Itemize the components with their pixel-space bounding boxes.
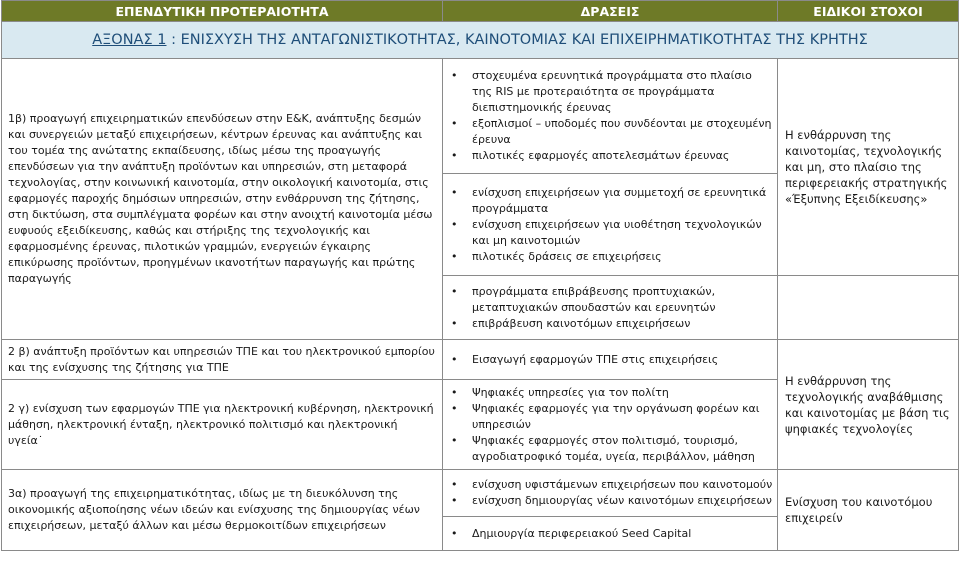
table-row bbox=[2, 470, 959, 517]
action-list bbox=[443, 185, 777, 265]
action-item: • ενίσχυση δημιουργίας νέων καινοτόμων επιχειρήσεων bbox=[451, 493, 773, 509]
action-item: • ενίσχυση επιχειρήσεων για συμμετοχή σε ερευνητικά προγράμματα bbox=[451, 185, 773, 217]
action-item: • πιλοτικές εφαρμογές αποτελεσμάτων έρευνας bbox=[451, 148, 773, 164]
actions-group-2 bbox=[443, 174, 778, 276]
action-list bbox=[443, 526, 777, 542]
specific-goal-3: Ενίσχυση του καινοτόμου επιχειρείν bbox=[778, 470, 959, 551]
priority-2c: 2 γ) ενίσχυση των εφαρμογών ΤΠΕ για ηλεκτρονική κυβέρνηση, ηλεκτρονική μάθηση, ηλεκτρονική ένταξη, ηλεκτρονικό πολιτισμό και ηλεκτρονική υγεία˙ bbox=[2, 380, 443, 470]
actions-group-5 bbox=[443, 380, 778, 470]
action-item: • εξοπλισμοί – υποδομές που συνδέονται με στοχευμένη έρευνα bbox=[451, 116, 773, 148]
action-list bbox=[443, 68, 777, 164]
action-list bbox=[443, 352, 777, 368]
table-row bbox=[2, 340, 959, 380]
action-item: • Ψηφιακές εφαρμογές στον πολιτισμό, τουρισμό, αγροδιατροφικό τομέα, υγεία, περιβάλλον, μάθηση bbox=[451, 433, 773, 465]
header-actions: ΔΡΑΣΕΙΣ bbox=[443, 1, 778, 22]
empty-goal-cell bbox=[778, 276, 959, 340]
specific-goal-1: Η ενθάρρυνση της καινοτομίας, τεχνολογικής και μη, στο πλαίσιο της περιφερειακής στρατηγικής «Έξυπνης Εξειδίκευσης» bbox=[778, 59, 959, 276]
action-list bbox=[443, 385, 777, 465]
action-list bbox=[443, 284, 777, 332]
strategy-table bbox=[1, 0, 959, 551]
priority-1b: 1β) προαγωγή επιχειρηματικών επενδύσεων στην Ε&Κ, ανάπτυξης δεσμών και συνεργειών μεταξύ επιχειρήσεων, κέντρων έρευνας και ανάπτυξης και του τομέα της ανώτατης εκπαίδευσης, ιδίως μέσω της προαγωγής επενδύσεων για την ανάπτυξη προϊόντων και υπηρεσιών, στη μεταφορά τεχνολογίας, στην κοινωνική καινοτομία, στην οικολογική καινοτομία, στις εφαρμογές παροχής δημόσιων υπηρεσιών, στην ενθάρρυνση της ζήτησης, στη δικτύωση, στα συμπλέγματα φορέων και στην ανοιχτή καινοτομία μέσω ευφυούς εξειδίκευσης, καθώς και στήριξης της τεχνολογικής και εφαρμοσμένης έρευνας, πιλοτικών γραμμών, ενεργειών έγκαιρης επικύρωσης προϊόντων, προηγμένων ικανοτήτων παραγωγής και πρώτης παραγωγής bbox=[2, 59, 443, 340]
axis-name: : ΕΝΙΣΧΥΣΗ ΤΗΣ ΑΝΤΑΓΩΝΙΣΤΙΚΟΤΗΤΑΣ, ΚΑΙΝΟΤΟΜΙΑΣ ΚΑΙ ΕΠΙΧΕΙΡΗΜΑΤΙΚΟΤΗΤΑΣ ΤΗΣ ΚΡΗΤΗΣ bbox=[166, 32, 868, 48]
actions-group-4 bbox=[443, 340, 778, 380]
actions-group-1 bbox=[443, 59, 778, 174]
header-row bbox=[2, 1, 959, 22]
action-item: • πιλοτικές δράσεις σε επιχειρήσεις bbox=[451, 249, 773, 265]
action-item: • ενίσχυση επιχειρήσεων για υιοθέτηση τεχνολογικών και μη καινοτομιών bbox=[451, 217, 773, 249]
axis-row bbox=[2, 22, 959, 59]
action-item: • Ψηφιακές υπηρεσίες για τον πολίτη bbox=[451, 385, 773, 401]
actions-group-3 bbox=[443, 276, 778, 340]
action-item: • στοχευμένα ερευνητικά προγράμματα στο πλαίσιο της RIS με προτεραιότητα σε προγράμματα διεπιστημονικής έρευνας bbox=[451, 68, 773, 116]
table-row bbox=[2, 59, 959, 174]
header-investment-priority: ΕΠΕΝΔΥΤΙΚΗ ΠΡΟΤΕΡΑΙΟΤΗΤΑ bbox=[2, 1, 443, 22]
actions-group-6 bbox=[443, 470, 778, 517]
action-item: • προγράμματα επιβράβευσης προπτυχιακών, μεταπτυχιακών σπουδαστών και ερευνητών bbox=[451, 284, 773, 316]
priority-3a: 3α) προαγωγή της επιχειρηματικότητας, ιδίως με τη διευκόλυνση της οικονομικής αξιοποίησης νέων ιδεών και ενίσχυσης της δημιουργίας νέων επιχειρήσεων, μεταξύ άλλων και μέσω θερμοκοιτίδων επιχειρήσεων bbox=[2, 470, 443, 551]
specific-goal-2: Η ενθάρρυνση της τεχνολογικής αναβάθμισης και καινοτομίας με βάση τις ψηφιακές τεχνολογίες bbox=[778, 340, 959, 470]
axis-title bbox=[2, 22, 959, 59]
action-item: • ενίσχυση υφιστάμενων επιχειρήσεων που καινοτομούν bbox=[451, 477, 773, 493]
action-item: • Ψηφιακές εφαρμογές για την οργάνωση φορέων και υπηρεσιών bbox=[451, 401, 773, 433]
actions-group-7 bbox=[443, 517, 778, 551]
action-item: • επιβράβευση καινοτόμων επιχειρήσεων bbox=[451, 316, 773, 332]
priority-2b: 2 β) ανάπτυξη προϊόντων και υπηρεσιών ΤΠΕ και του ηλεκτρονικού εμπορίου και της ενίσχυσης της ζήτησης για ΤΠΕ bbox=[2, 340, 443, 380]
axis-number: ΑΞΟΝΑΣ 1 bbox=[92, 32, 167, 48]
action-item: • Δημιουργία περιφερειακού Seed Capital bbox=[451, 526, 773, 542]
header-specific-goals: ΕΙΔΙΚΟΙ ΣΤΟΧΟΙ bbox=[778, 1, 959, 22]
action-item: • Εισαγωγή εφαρμογών ΤΠΕ στις επιχειρήσεις bbox=[451, 352, 773, 368]
action-list bbox=[443, 477, 777, 509]
